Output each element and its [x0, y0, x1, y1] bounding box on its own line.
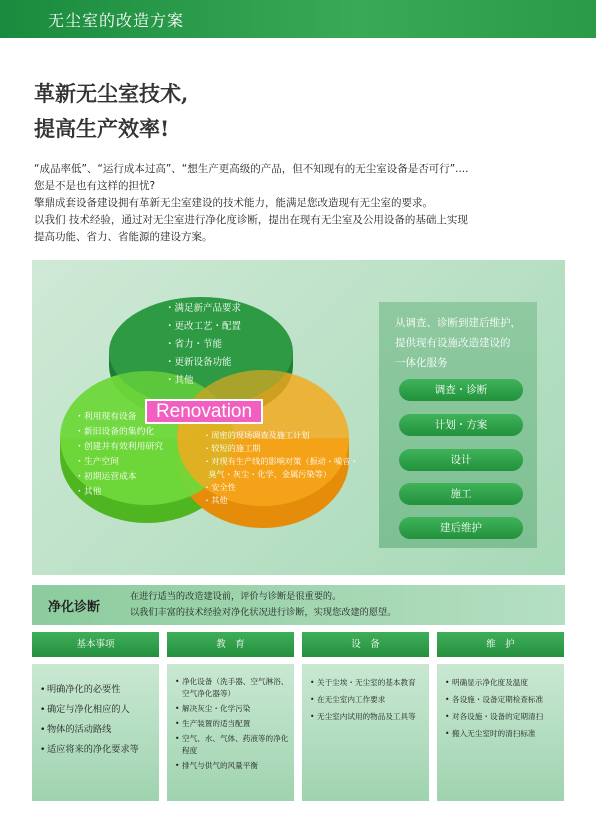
diagnosis-bar	[32, 585, 565, 625]
intro-line: 提高功能、省力、省能源的建设方案。	[34, 231, 213, 243]
column-header: 维 护	[437, 632, 564, 657]
step-construction: 施工	[399, 483, 523, 505]
column-body	[302, 664, 429, 801]
venn-item: ・周密的现场调查及施工计划	[203, 430, 310, 440]
venn-item: ・初期运营成本	[75, 472, 137, 482]
step-design: 设计	[399, 449, 523, 471]
intro-line: “成品率低”、“运行成本过高”、“想生产更高级的产品，但不知现有的无尘室设备是否可行”....	[34, 163, 469, 175]
intro-line: 擎鼎成套设备建设拥有革新无尘室建设的技术能力，能满足您改造现有无尘室的要求。	[34, 197, 433, 209]
venn-item: ・新旧设备的集约化	[75, 427, 155, 437]
venn-item: ・满足新产品要求	[165, 303, 242, 314]
list-item: • 空气、水、气体、药液等的净化程度	[175, 733, 294, 757]
venn-item: ・对现有生产线的影响对策（振动・噪音・	[203, 456, 359, 466]
top-banner	[0, 0, 596, 38]
list-item: • 确定与净化相应的人	[40, 700, 159, 720]
diagnosis-line: 在进行适当的改造建设前，评价与诊断是很重要的。	[130, 591, 342, 602]
step-plan: 计划・方案	[399, 414, 523, 436]
page-title: 无尘室的改造方案	[48, 11, 185, 30]
list-item: • 在无尘室内工作要求	[310, 694, 429, 706]
venn-top-list	[165, 300, 241, 390]
headline-line-2: 提高生产效率!	[34, 116, 170, 141]
column-education	[167, 632, 294, 801]
venn-item: ・省力・节能	[165, 339, 223, 350]
renovation-label: Renovation	[145, 399, 263, 424]
venn-item: ・创建并有效利用研究	[75, 442, 163, 452]
list-item: • 明确显示净化度及温度	[445, 677, 564, 689]
service-text-line: 一体化服务	[395, 357, 448, 369]
venn-item: ・较短的施工期	[203, 443, 261, 453]
list-item: • 搬入无尘室时的清扫标准	[445, 728, 564, 740]
service-description	[395, 313, 535, 373]
venn-item: 臭气・灰尘・化学、金属污染等）	[208, 469, 332, 479]
list-item: • 净化设备（洗手器、空气淋浴、空气净化器等）	[175, 676, 294, 700]
list-item: • 关于尘埃・无尘室的基本教育	[310, 677, 429, 689]
list-item: • 各设施・设备定期检查标准	[445, 694, 564, 706]
venn-item: ・安全性	[203, 482, 236, 492]
list-item: • 明确净化的必要性	[40, 680, 159, 700]
venn-item: ・更改工艺・配置	[165, 321, 242, 332]
diagnosis-line: 以我们丰富的技术经验对净化状况进行诊断，实现您改建的愿望。	[130, 607, 397, 618]
diagnosis-title: 净化诊断	[48, 600, 101, 615]
column-header: 设 备	[302, 632, 429, 657]
headline-line-1: 革新无尘室技术,	[34, 81, 189, 106]
step-survey: 调查・诊断	[399, 379, 523, 401]
column-body	[32, 664, 159, 801]
list-item: • 生产装置的适当配置	[175, 718, 294, 730]
column-header: 基本事项	[32, 632, 159, 657]
column-body	[167, 664, 294, 801]
column-body	[437, 664, 564, 801]
list-item: • 适应将来的净化要求等	[40, 740, 159, 760]
venn-item: ・利用现有设备	[75, 412, 137, 422]
venn-left-list	[75, 410, 163, 500]
intro-line: 您是不是也有这样的担忧?	[34, 180, 156, 192]
service-text-line: 提供现有设施改造建设的	[395, 337, 511, 349]
column-equipment	[302, 632, 429, 801]
headline	[34, 76, 188, 146]
service-text-line: 从调查、诊断到建后维护，	[395, 317, 521, 329]
venn-item: ・其他	[203, 495, 228, 505]
venn-item: ・生产空间	[75, 457, 120, 467]
list-item: • 排气与供气的风量平衡	[175, 760, 294, 772]
venn-right-list	[203, 429, 359, 507]
venn-item: ・其他	[165, 375, 194, 386]
service-box	[379, 302, 537, 548]
list-item: • 解决灰尘・化学污染	[175, 703, 294, 715]
diagnosis-text	[130, 589, 396, 621]
venn-item: ・更新设备功能	[165, 357, 232, 368]
list-item: • 无尘室内试用的物品及工具等	[310, 711, 429, 723]
intro-paragraph	[34, 161, 564, 246]
list-item: • 对各设施・设备的定期清扫	[445, 711, 564, 723]
venn-item: ・其他	[75, 487, 102, 497]
list-item: • 物体的活动路线	[40, 720, 159, 740]
column-header: 教 育	[167, 632, 294, 657]
intro-line: 以我们 技术经验，通过对无尘室进行净化度诊断，提出在现有无尘室及公用设备的基础上实现	[34, 214, 468, 226]
step-maintenance: 建后维护	[399, 517, 523, 539]
column-maintenance	[437, 632, 564, 801]
column-basics	[32, 632, 159, 801]
